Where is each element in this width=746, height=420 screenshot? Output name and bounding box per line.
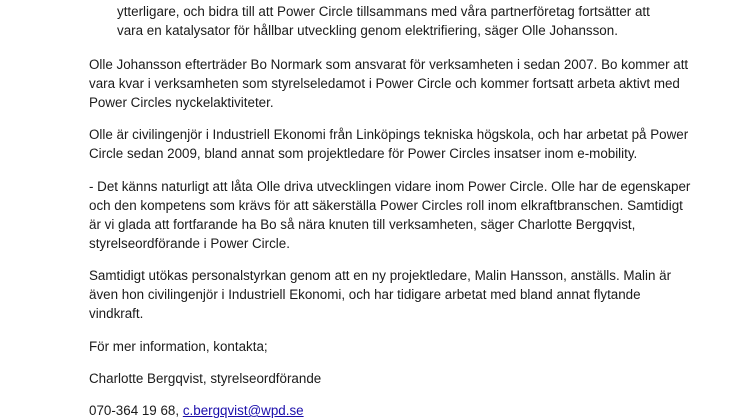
paragraph-line: Samtidigt utökas personalstyrkan genom att en ny projektledare, Malin Hansson, anställs. Malin är [89,268,672,283]
contact-email-link[interactable]: c.bergqvist@wpd.se [182,403,304,418]
paragraph-line: vara kvar i verksamheten som styrelseledamot i Power Circle och kommer fortsatt arbeta aktivt med [89,76,680,91]
paragraph-line: Olle är civilingenjör i Industriell Ekonomi från Linköpings tekniska högskola, och har arbetat på Power [89,127,689,142]
paragraph-line: - Det känns naturligt att låta Olle driva utvecklingen vidare inom Power Circle. Olle har de egenskaper [89,179,691,194]
paragraph-line: styrelseordförande i Power Circle. [89,236,290,251]
paragraph-line: Circle sedan 2009, bland annat som projektledare för Power Circles insatser inom e-mobility. [89,146,638,161]
contact-line [89,402,304,420]
paragraph-line: är vi glada att fortfarande ha Bo så nära knuten till verksamheten, säger Charlotte Bergqvist, [89,217,636,232]
paragraph-line: Power Circles nyckelaktiviteter. [89,95,274,110]
quote-line: ytterligare, och bidra till att Power Circle tillsammans med våra partnerföretag fortsätter att [117,4,650,19]
paragraph-line: även hon civilingenjör i Industriell Ekonomi, och har tidigare arbetat med bland annat flytande [89,287,641,302]
contact-phone: 070-364 19 68, [89,403,183,418]
paragraph-line: Olle Johansson efterträder Bo Normark som ansvarat för verksamheten i sedan 2007. Bo kommer att [89,57,689,72]
contact-name: Charlotte Bergqvist, styrelseordförande [89,371,322,386]
paragraph-line: vindkraft. [89,306,144,321]
quote-line: vara en katalysator för hållbar utveckling genom elektrifiering, säger Olle Johansson. [117,23,618,38]
contact-intro: För mer information, kontakta; [89,339,268,354]
paragraph-line: och den kompetens som krävs för att säkerställa Power Circles roll inom elkraftbranschen. Samtidigt [89,198,683,213]
